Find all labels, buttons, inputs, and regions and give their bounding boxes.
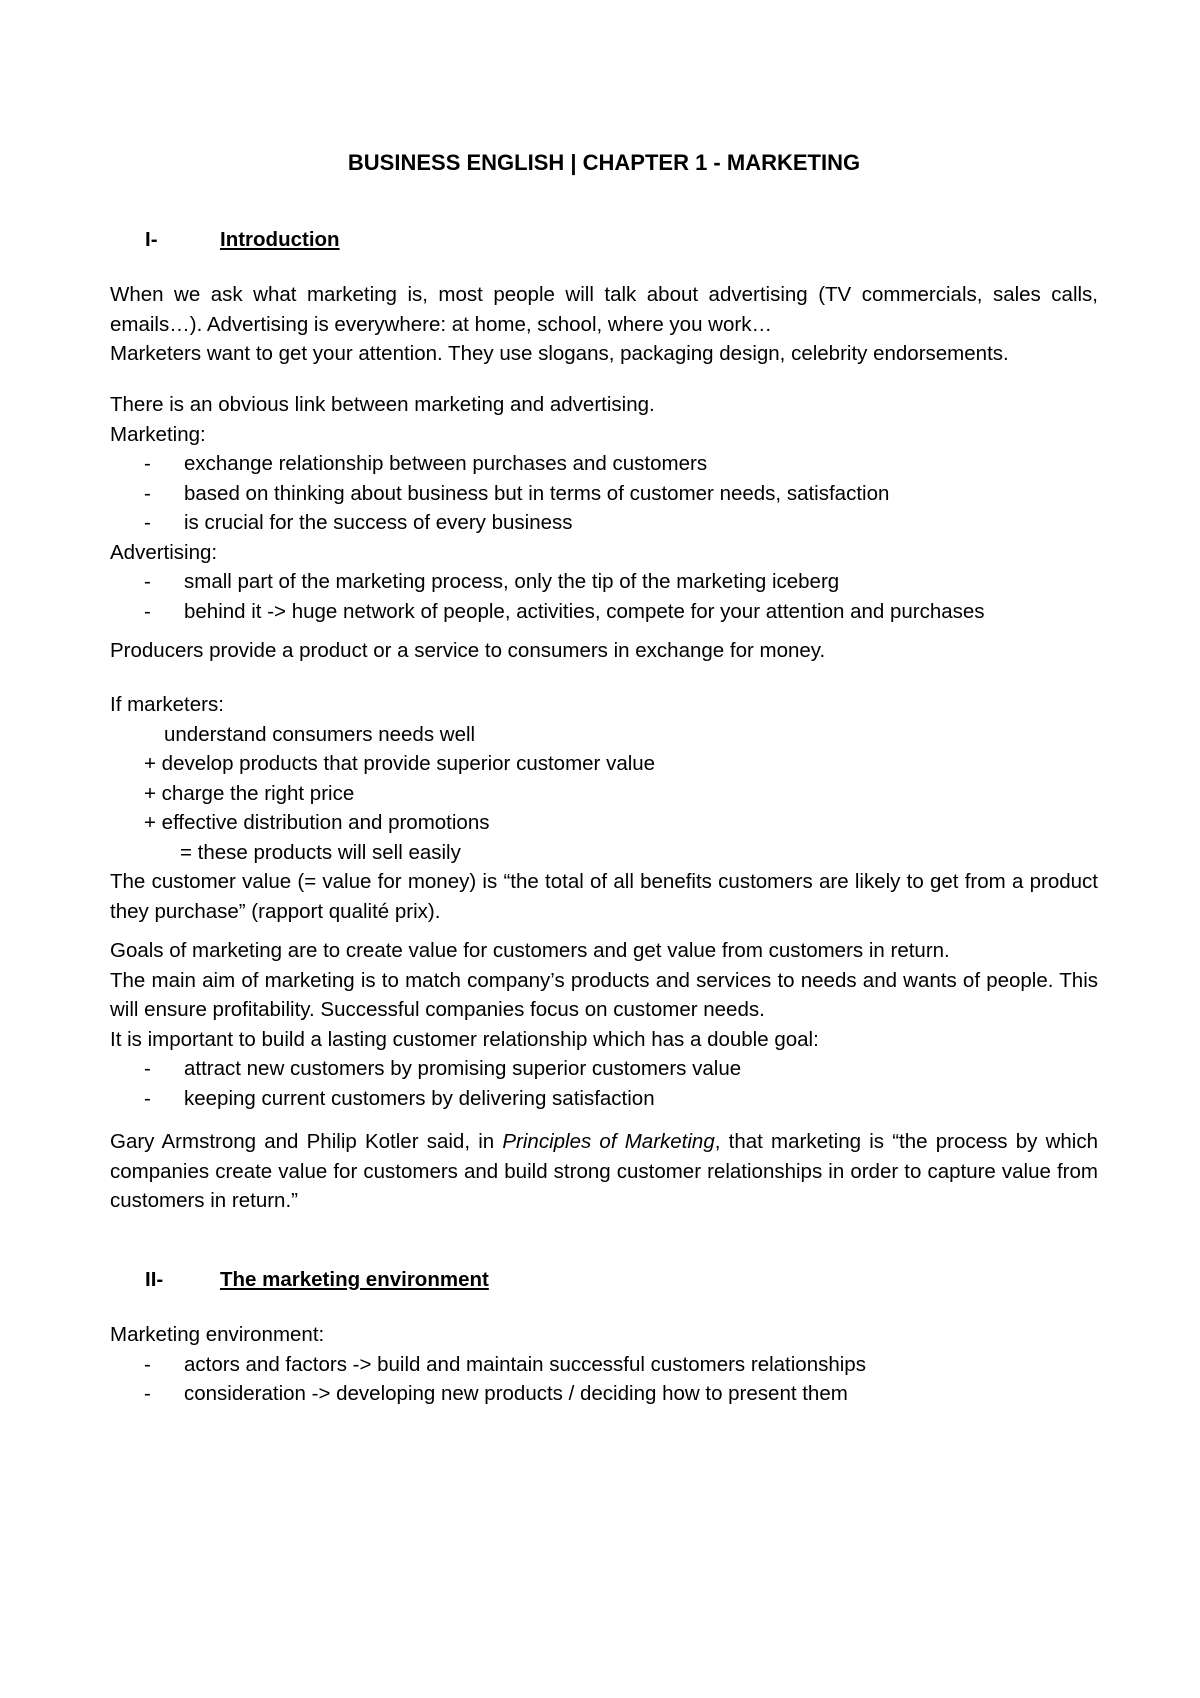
kotler-quote-block [110,1127,1098,1216]
producers-block [110,636,1098,666]
intro-block [110,280,1098,369]
quote-text-before: Gary Armstrong and Philip Kotler said, in [110,1130,503,1153]
list-item: - exchange relationship between purchases and customers [110,449,1098,479]
if-condition-line: + effective distribution and promotions [144,811,490,834]
advertising-label: Advertising: [110,540,218,564]
environment-block [110,1320,1098,1409]
paragraph-customer-value: The customer value (= value for money) is “the total of all benefits customers are likely to get from a product they purchase” (rapport qualité prix). [110,870,1098,923]
if-marketers-label: If marketers: [110,693,224,716]
list-item: - actors and factors -> build and maintain successful customers relationships [110,1350,1098,1380]
list-item: - behind it -> huge network of people, activities, compete for your attention and purchases [110,597,1098,627]
list-item: - based on thinking about business but in terms of customer needs, satisfaction [110,479,1098,509]
book-title: Principles of Marketing [502,1130,715,1153]
goals-block [110,936,1098,1113]
paragraph-goals: Goals of marketing are to create value for customers and get value from customers in return. [110,939,950,962]
list-item: - attract new customers by promising superior customers value [110,1054,1098,1084]
list-item: - small part of the marketing process, only the tip of the marketing iceberg [110,567,1098,597]
paragraph-kotler-quote [110,1127,1098,1216]
section-2-heading [145,1265,489,1295]
goal-list [110,1054,1098,1113]
if-condition-line: understand consumers needs well [164,722,476,746]
paragraph-producers: Producers provide a product or a service to consumers in exchange for money. [110,639,826,662]
section-1-heading [145,225,340,255]
marketing-vs-advertising-block [110,390,1098,626]
if-condition-line: + develop products that provide superior customer value [144,752,656,775]
section-1-number: I- [145,228,158,251]
marketing-label: Marketing: [110,422,206,446]
if-condition-line: + charge the right price [144,781,355,805]
paragraph-relationship: It is important to build a lasting customer relationship which has a double goal: [110,1027,819,1051]
paragraph-marketers-attention: Marketers want to get your attention. They use slogans, packaging design, celebrity endorsements. [110,342,1009,365]
paragraph-main-aim: The main aim of marketing is to match company’s products and services to needs and wants of people. This will ensure profitability. Successful companies focus on customer needs. [110,968,1098,1021]
list-item: - is crucial for the success of every business [110,508,1098,538]
document-title: BUSINESS ENGLISH | CHAPTER 1 - MARKETING [347,150,861,175]
environment-list [110,1350,1098,1409]
environment-label: Marketing environment: [110,1323,325,1346]
quote-text-after: , that marketing is “the process by which companies create value for customers and build strong customer relationships in order to capture value from customers in return.” [110,1130,1098,1212]
if-marketers-block [110,690,1098,926]
section-1-title: Introduction [220,228,340,251]
section-2-number: II- [145,1268,164,1291]
paragraph-advertising: When we ask what marketing is, most people will talk about advertising (TV commercials, sales calls, emails…). Advertising is everywhere: at home, school, where you work… [110,283,1098,336]
list-item: - consideration -> developing new products / deciding how to present them [110,1379,1098,1409]
marketing-list [110,449,1098,538]
advertising-list [110,567,1098,626]
list-item: - keeping current customers by delivering satisfaction [110,1084,1098,1114]
section-2-title: The marketing environment [220,1268,489,1291]
if-result-line: = these products will sell easily [180,840,461,864]
paragraph-obvious-link: There is an obvious link between marketing and advertising. [110,393,655,416]
